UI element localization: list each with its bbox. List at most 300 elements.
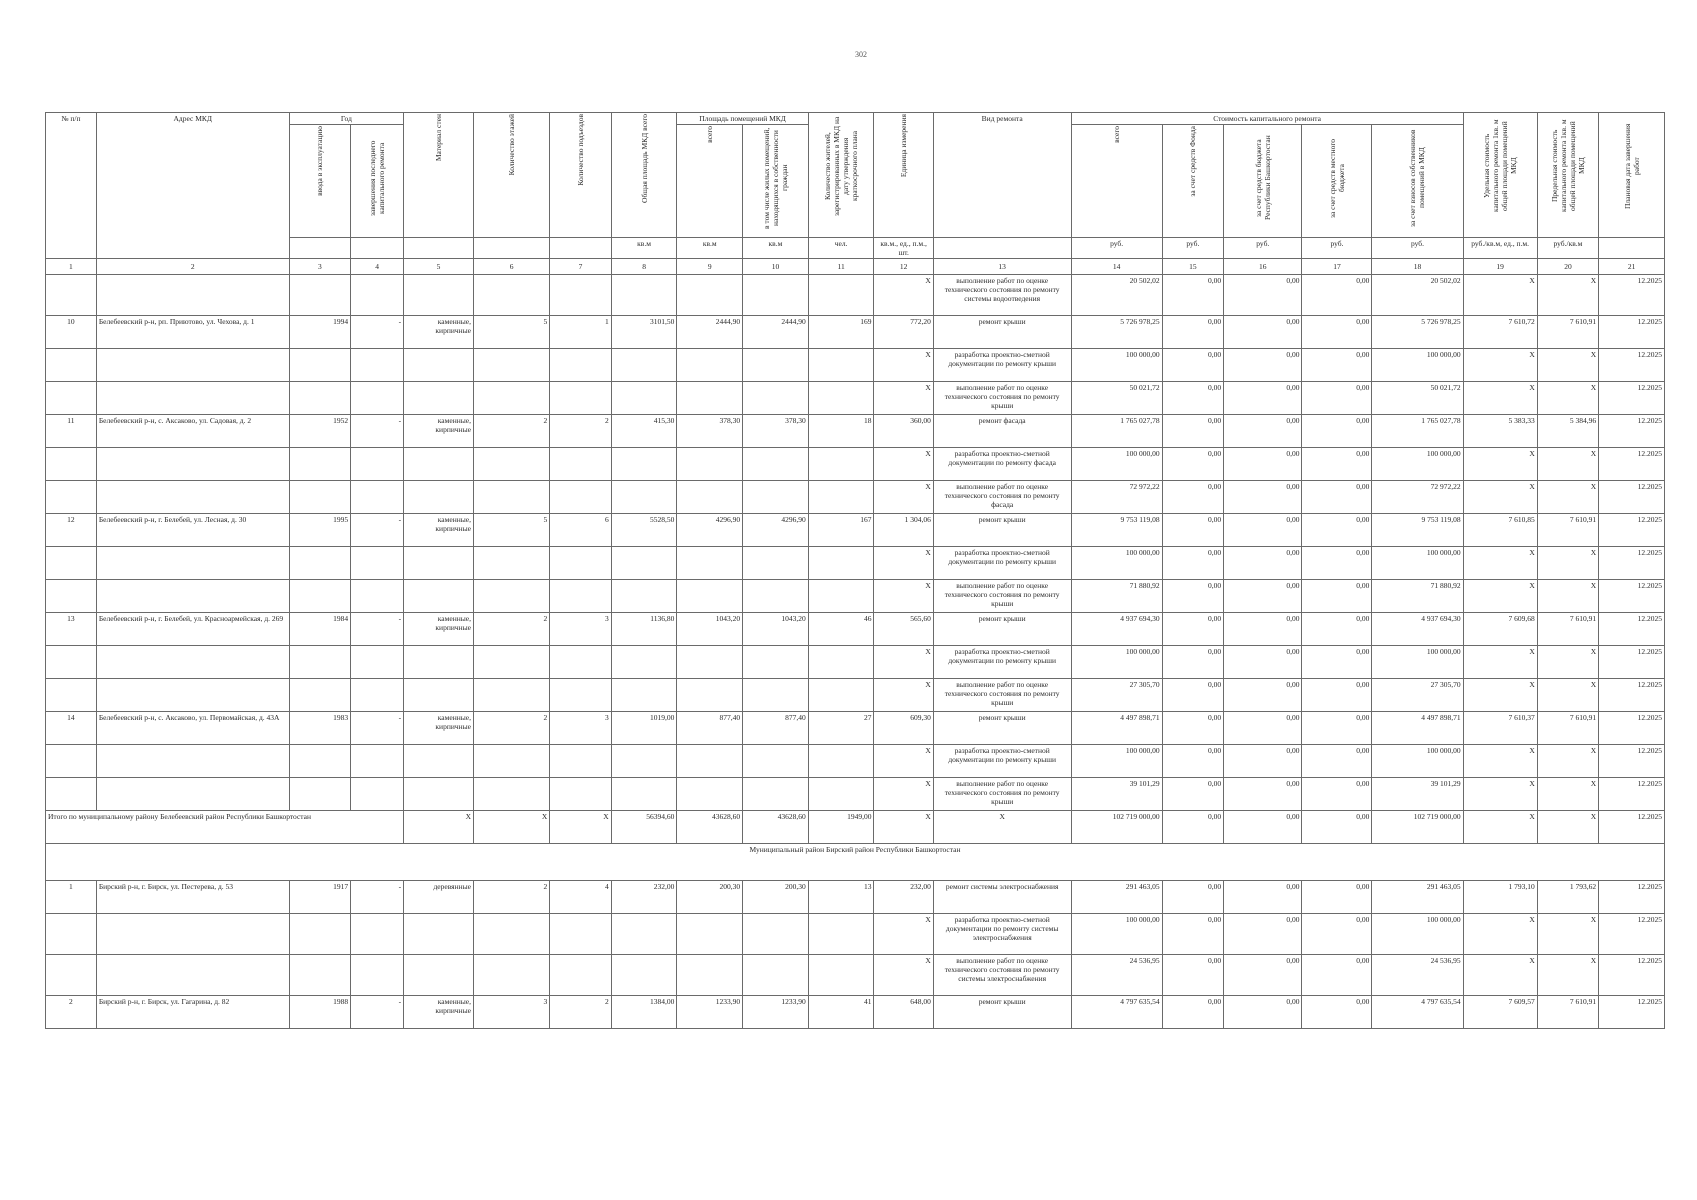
row-num — [46, 275, 97, 316]
row-repair-type: выполнение работ по оценке технического состояния по ремонту системы водоотведения — [933, 275, 1071, 316]
row-wall-material — [404, 745, 474, 778]
header-total-area: Общая площадь МКД всего — [611, 113, 677, 238]
row-wall-material: каменные, кирпичные — [404, 712, 474, 745]
row-num: 11 — [46, 415, 97, 448]
row-cost-republic: 0,00 — [1224, 955, 1302, 996]
work-row — [46, 646, 1665, 679]
row-premises-all: 200,30 — [677, 881, 743, 914]
row-cost-total: 5 726 978,25 — [1071, 316, 1162, 349]
row-cost-owners: 5 726 978,25 — [1372, 316, 1463, 349]
row-deadline: 12.2025 — [1599, 613, 1665, 646]
row-floors — [474, 382, 550, 415]
row-cost-local: 0,00 — [1302, 996, 1372, 1029]
row-cost-owners: 100 000,00 — [1372, 448, 1463, 481]
row-cost-fund: 0,00 — [1162, 514, 1223, 547]
row-max-cost: X — [1537, 914, 1598, 955]
header-deadline: Плановая дата завершения работ — [1599, 113, 1665, 238]
row-cost-local: 0,00 — [1302, 778, 1372, 811]
row-premises-all — [677, 481, 743, 514]
row-floors — [474, 679, 550, 712]
column-number: 12 — [874, 259, 933, 275]
row-entrances — [550, 481, 611, 514]
row-unit-cost: X — [1463, 547, 1537, 580]
row-cost-republic: 0,00 — [1224, 547, 1302, 580]
row-cost-owners: 4 497 898,71 — [1372, 712, 1463, 745]
unit-cell — [474, 238, 550, 259]
row-cost-fund: 0,00 — [1162, 646, 1223, 679]
row-year — [289, 778, 350, 811]
row-num: 1 — [46, 881, 97, 914]
row-entrances: 3 — [550, 613, 611, 646]
header-cost: Стоимость капитального ремонта — [1071, 113, 1463, 125]
row-floors — [474, 745, 550, 778]
total-cost-owners: 102 719 000,00 — [1372, 811, 1463, 844]
row-cost-total: 4 497 898,71 — [1071, 712, 1162, 745]
header-address: Адрес МКД — [96, 113, 289, 259]
row-wall-material: каменные, кирпичные — [404, 316, 474, 349]
row-address — [96, 481, 289, 514]
row-cost-local: 0,00 — [1302, 316, 1372, 349]
row-cost-local: 0,00 — [1302, 712, 1372, 745]
unit-cell: кв.м — [611, 238, 677, 259]
row-residents — [808, 646, 874, 679]
column-number: 8 — [611, 259, 677, 275]
header-year-commission: ввода в эксплуатацию — [289, 125, 350, 238]
row-unit: X — [874, 547, 933, 580]
row-cost-local: 0,00 — [1302, 448, 1372, 481]
unit-cell: руб. — [1162, 238, 1223, 259]
column-numbers-row — [46, 259, 1665, 275]
row-address — [96, 914, 289, 955]
row-total-area: 415,30 — [611, 415, 677, 448]
row-wall-material: каменные, кирпичные — [404, 996, 474, 1029]
row-total-area — [611, 745, 677, 778]
row-premises-all — [677, 778, 743, 811]
unit-cell: руб./кв.м, ед., п.м. — [1463, 238, 1537, 259]
row-floors: 2 — [474, 712, 550, 745]
row-deadline: 12.2025 — [1599, 349, 1665, 382]
row-num — [46, 778, 97, 811]
row-total-area — [611, 580, 677, 613]
house-row — [46, 613, 1665, 646]
row-max-cost: X — [1537, 646, 1598, 679]
row-cost-local: 0,00 — [1302, 646, 1372, 679]
row-cost-local: 0,00 — [1302, 382, 1372, 415]
total-floors: X — [474, 811, 550, 844]
total-residents: 1949,00 — [808, 811, 874, 844]
row-premises-residential — [743, 349, 809, 382]
row-premises-residential — [743, 955, 809, 996]
row-repair-type: ремонт крыши — [933, 613, 1071, 646]
row-wall-material — [404, 955, 474, 996]
row-wall-material — [404, 778, 474, 811]
row-max-cost: X — [1537, 745, 1598, 778]
row-cost-fund: 0,00 — [1162, 778, 1223, 811]
row-cost-owners: 100 000,00 — [1372, 745, 1463, 778]
row-cost-owners: 20 502,02 — [1372, 275, 1463, 316]
row-total-area — [611, 275, 677, 316]
total-entrances: X — [550, 811, 611, 844]
row-deadline: 12.2025 — [1599, 547, 1665, 580]
row-deadline: 12.2025 — [1599, 514, 1665, 547]
row-floors: 2 — [474, 881, 550, 914]
work-row — [46, 745, 1665, 778]
row-year — [289, 382, 350, 415]
row-address: Белебеевский р-н, г. Белебей, ул. Красноармейская, д. 269 — [96, 613, 289, 646]
row-cost-owners: 100 000,00 — [1372, 914, 1463, 955]
row-cost-total: 39 101,29 — [1071, 778, 1162, 811]
row-max-cost: X — [1537, 448, 1598, 481]
row-repair-type: выполнение работ по оценке технического состояния по ремонту крыши — [933, 679, 1071, 712]
row-unit-cost: X — [1463, 275, 1537, 316]
row-entrances — [550, 275, 611, 316]
row-cost-fund: 0,00 — [1162, 679, 1223, 712]
row-premises-residential — [743, 275, 809, 316]
row-year — [289, 646, 350, 679]
header-year-last-repair: завершения последнего капитального ремонта — [351, 125, 404, 238]
row-residents — [808, 914, 874, 955]
row-year — [289, 955, 350, 996]
header-unit-cost: Удельная стоимость капитального ремонта 1кв. м общей площади помещений МКД — [1463, 113, 1537, 238]
row-wall-material — [404, 382, 474, 415]
work-row — [46, 275, 1665, 316]
row-deadline: 12.2025 — [1599, 448, 1665, 481]
row-address — [96, 547, 289, 580]
row-premises-residential: 200,30 — [743, 881, 809, 914]
unit-cell — [1599, 238, 1665, 259]
row-floors: 5 — [474, 316, 550, 349]
row-deadline: 12.2025 — [1599, 415, 1665, 448]
column-number: 7 — [550, 259, 611, 275]
row-cost-local: 0,00 — [1302, 275, 1372, 316]
row-premises-residential: 877,40 — [743, 712, 809, 745]
header-cost-fund: за счет средств Фонда — [1162, 125, 1223, 238]
row-last-repair — [351, 914, 404, 955]
column-number: 10 — [743, 259, 809, 275]
row-entrances — [550, 646, 611, 679]
row-repair-type: ремонт фасада — [933, 415, 1071, 448]
row-cost-local: 0,00 — [1302, 547, 1372, 580]
row-cost-republic: 0,00 — [1224, 349, 1302, 382]
row-premises-residential — [743, 547, 809, 580]
row-address — [96, 955, 289, 996]
row-deadline: 12.2025 — [1599, 778, 1665, 811]
row-repair-type: ремонт крыши — [933, 712, 1071, 745]
row-last-repair — [351, 349, 404, 382]
row-premises-all — [677, 275, 743, 316]
row-cost-owners: 1 765 027,78 — [1372, 415, 1463, 448]
row-residents — [808, 275, 874, 316]
row-max-cost: 7 610,91 — [1537, 712, 1598, 745]
row-repair-type: разработка проектно-сметной документации по ремонту системы электроснабжения — [933, 914, 1071, 955]
row-floors: 2 — [474, 613, 550, 646]
row-unit: X — [874, 580, 933, 613]
row-entrances: 3 — [550, 712, 611, 745]
row-num: 10 — [46, 316, 97, 349]
row-cost-total: 100 000,00 — [1071, 349, 1162, 382]
row-entrances: 2 — [550, 996, 611, 1029]
row-cost-owners: 50 021,72 — [1372, 382, 1463, 415]
column-number: 2 — [96, 259, 289, 275]
row-total-area — [611, 349, 677, 382]
row-unit-cost: X — [1463, 955, 1537, 996]
row-deadline: 12.2025 — [1599, 914, 1665, 955]
row-residents: 167 — [808, 514, 874, 547]
row-last-repair: - — [351, 514, 404, 547]
row-premises-all: 4296,90 — [677, 514, 743, 547]
unit-cell: руб. — [1224, 238, 1302, 259]
row-unit: 609,30 — [874, 712, 933, 745]
row-cost-total: 9 753 119,08 — [1071, 514, 1162, 547]
row-num — [46, 745, 97, 778]
row-unit-cost: X — [1463, 382, 1537, 415]
row-unit-cost: X — [1463, 481, 1537, 514]
header-premises: Площадь помещений МКД — [677, 113, 808, 125]
unit-cell: руб. — [1071, 238, 1162, 259]
row-entrances — [550, 914, 611, 955]
row-year: 1988 — [289, 996, 350, 1029]
column-number: 4 — [351, 259, 404, 275]
row-unit: 360,00 — [874, 415, 933, 448]
row-cost-local: 0,00 — [1302, 881, 1372, 914]
header-cost-total: всего — [1071, 125, 1162, 238]
row-unit: 648,00 — [874, 996, 933, 1029]
row-cost-republic: 0,00 — [1224, 481, 1302, 514]
row-premises-residential: 1043,20 — [743, 613, 809, 646]
total-label: Итого по муниципальному району Белебеевский район Республики Башкортостан — [46, 811, 404, 844]
row-premises-residential: 2444,90 — [743, 316, 809, 349]
row-floors — [474, 778, 550, 811]
row-last-repair — [351, 646, 404, 679]
row-max-cost: X — [1537, 679, 1598, 712]
row-cost-owners: 27 305,70 — [1372, 679, 1463, 712]
row-deadline: 12.2025 — [1599, 881, 1665, 914]
unit-cell: кв.м — [743, 238, 809, 259]
row-address: Белебеевский р-н, г. Белебей, ул. Лесная, д. 30 — [96, 514, 289, 547]
row-cost-fund: 0,00 — [1162, 382, 1223, 415]
column-number: 9 — [677, 259, 743, 275]
row-cost-local: 0,00 — [1302, 955, 1372, 996]
row-cost-owners: 291 463,05 — [1372, 881, 1463, 914]
row-cost-republic: 0,00 — [1224, 316, 1302, 349]
row-entrances — [550, 679, 611, 712]
row-premises-all: 1043,20 — [677, 613, 743, 646]
total-deadline: 12.2025 — [1599, 811, 1665, 844]
row-cost-local: 0,00 — [1302, 914, 1372, 955]
row-address — [96, 382, 289, 415]
row-cost-fund: 0,00 — [1162, 316, 1223, 349]
total-max-cost: X — [1537, 811, 1598, 844]
row-unit-cost: 5 383,33 — [1463, 415, 1537, 448]
house-row — [46, 415, 1665, 448]
row-total-area: 1384,00 — [611, 996, 677, 1029]
row-floors — [474, 349, 550, 382]
page-number: 302 — [855, 50, 867, 59]
row-unit: X — [874, 914, 933, 955]
unit-cell: чел. — [808, 238, 874, 259]
row-cost-local: 0,00 — [1302, 349, 1372, 382]
row-premises-residential — [743, 778, 809, 811]
unit-cell: кв.м — [677, 238, 743, 259]
row-cost-total: 1 765 027,78 — [1071, 415, 1162, 448]
row-year — [289, 349, 350, 382]
row-num — [46, 914, 97, 955]
row-residents — [808, 679, 874, 712]
row-unit-cost: X — [1463, 349, 1537, 382]
row-total-area — [611, 914, 677, 955]
row-year — [289, 481, 350, 514]
row-cost-fund: 0,00 — [1162, 914, 1223, 955]
column-number: 13 — [933, 259, 1071, 275]
row-entrances — [550, 745, 611, 778]
row-residents — [808, 745, 874, 778]
row-cost-fund: 0,00 — [1162, 415, 1223, 448]
total-area: 56394,60 — [611, 811, 677, 844]
row-max-cost: X — [1537, 382, 1598, 415]
row-total-area — [611, 955, 677, 996]
row-address: Белебеевский р-н, с. Аксаково, ул. Первомайская, д. 43А — [96, 712, 289, 745]
row-unit: X — [874, 275, 933, 316]
row-unit: X — [874, 679, 933, 712]
row-repair-type: ремонт крыши — [933, 316, 1071, 349]
row-repair-type: ремонт крыши — [933, 514, 1071, 547]
row-entrances: 1 — [550, 316, 611, 349]
row-cost-total: 4 937 694,30 — [1071, 613, 1162, 646]
row-residents — [808, 580, 874, 613]
row-premises-all — [677, 745, 743, 778]
row-wall-material — [404, 275, 474, 316]
row-floors — [474, 481, 550, 514]
row-floors — [474, 547, 550, 580]
row-premises-residential: 378,30 — [743, 415, 809, 448]
row-residents — [808, 448, 874, 481]
row-unit-cost: X — [1463, 914, 1537, 955]
row-cost-fund: 0,00 — [1162, 349, 1223, 382]
header-floors: Количество этажей — [474, 113, 550, 238]
total-premises-all: 43628,60 — [677, 811, 743, 844]
row-deadline: 12.2025 — [1599, 955, 1665, 996]
total-cost: 102 719 000,00 — [1071, 811, 1162, 844]
row-cost-republic: 0,00 — [1224, 580, 1302, 613]
header-cost-local: за счет средств местного бюджета — [1302, 125, 1372, 238]
row-residents — [808, 955, 874, 996]
row-premises-all — [677, 448, 743, 481]
row-premises-all: 2444,90 — [677, 316, 743, 349]
section-title: Муниципальный район Бирский район Республики Башкортостан — [46, 844, 1665, 881]
row-num — [46, 448, 97, 481]
row-address — [96, 646, 289, 679]
total-mat: X — [404, 811, 474, 844]
row-cost-total: 71 880,92 — [1071, 580, 1162, 613]
work-row — [46, 547, 1665, 580]
header-cost-republic: за счет средств бюджета Республики Башкортостан — [1224, 125, 1302, 238]
row-deadline: 12.2025 — [1599, 712, 1665, 745]
total-cost-local: 0,00 — [1302, 811, 1372, 844]
row-max-cost: 7 610,91 — [1537, 316, 1598, 349]
row-premises-all — [677, 547, 743, 580]
row-address — [96, 580, 289, 613]
column-number: 6 — [474, 259, 550, 275]
row-deadline: 12.2025 — [1599, 382, 1665, 415]
row-floors — [474, 955, 550, 996]
row-premises-all: 1233,90 — [677, 996, 743, 1029]
row-last-repair — [351, 955, 404, 996]
row-repair-type: разработка проектно-сметной документации по ремонту крыши — [933, 646, 1071, 679]
row-year — [289, 275, 350, 316]
row-cost-total: 24 536,95 — [1071, 955, 1162, 996]
row-unit: X — [874, 745, 933, 778]
row-wall-material — [404, 580, 474, 613]
row-premises-all — [677, 955, 743, 996]
total-unit: X — [874, 811, 933, 844]
row-cost-local: 0,00 — [1302, 481, 1372, 514]
row-last-repair — [351, 547, 404, 580]
row-max-cost: X — [1537, 481, 1598, 514]
total-cost-fund: 0,00 — [1162, 811, 1223, 844]
column-number: 3 — [289, 259, 350, 275]
row-floors — [474, 646, 550, 679]
row-residents — [808, 382, 874, 415]
row-cost-republic: 0,00 — [1224, 712, 1302, 745]
column-number: 11 — [808, 259, 874, 275]
row-wall-material — [404, 349, 474, 382]
row-deadline: 12.2025 — [1599, 580, 1665, 613]
row-unit: X — [874, 955, 933, 996]
row-cost-republic: 0,00 — [1224, 382, 1302, 415]
row-cost-republic: 0,00 — [1224, 275, 1302, 316]
row-repair-type: разработка проектно-сметной документации по ремонту крыши — [933, 547, 1071, 580]
row-deadline: 12.2025 — [1599, 275, 1665, 316]
unit-cell — [289, 238, 350, 259]
row-residents: 18 — [808, 415, 874, 448]
row-cost-fund: 0,00 — [1162, 613, 1223, 646]
row-entrances — [550, 580, 611, 613]
unit-cell: кв.м., ед., п.м., шт. — [874, 238, 933, 259]
work-row — [46, 349, 1665, 382]
row-total-area: 1136,80 — [611, 613, 677, 646]
row-total-area — [611, 679, 677, 712]
row-premises-residential: 4296,90 — [743, 514, 809, 547]
row-last-repair — [351, 481, 404, 514]
row-entrances: 2 — [550, 415, 611, 448]
row-unit: 232,00 — [874, 881, 933, 914]
row-total-area — [611, 646, 677, 679]
row-unit: X — [874, 778, 933, 811]
row-cost-owners: 9 753 119,08 — [1372, 514, 1463, 547]
row-unit-cost: X — [1463, 745, 1537, 778]
row-cost-owners: 39 101,29 — [1372, 778, 1463, 811]
row-address — [96, 349, 289, 382]
row-floors — [474, 914, 550, 955]
row-year — [289, 448, 350, 481]
row-residents — [808, 778, 874, 811]
total-premises-residential: 43628,60 — [743, 811, 809, 844]
row-premises-residential — [743, 679, 809, 712]
row-repair-type: выполнение работ по оценке технического состояния по ремонту крыши — [933, 778, 1071, 811]
row-premises-residential — [743, 914, 809, 955]
row-cost-fund: 0,00 — [1162, 580, 1223, 613]
row-address: Бирский р-н, г. Бирск, ул. Гагарина, д. 82 — [96, 996, 289, 1029]
row-repair-type: выполнение работ по оценке технического состояния по ремонту крыши — [933, 580, 1071, 613]
row-max-cost: X — [1537, 547, 1598, 580]
row-total-area: 232,00 — [611, 881, 677, 914]
unit-cell — [933, 238, 1071, 259]
row-repair-type: ремонт системы электроснабжения — [933, 881, 1071, 914]
row-premises-all: 378,30 — [677, 415, 743, 448]
row-last-repair — [351, 679, 404, 712]
row-num: 12 — [46, 514, 97, 547]
row-year: 1917 — [289, 881, 350, 914]
